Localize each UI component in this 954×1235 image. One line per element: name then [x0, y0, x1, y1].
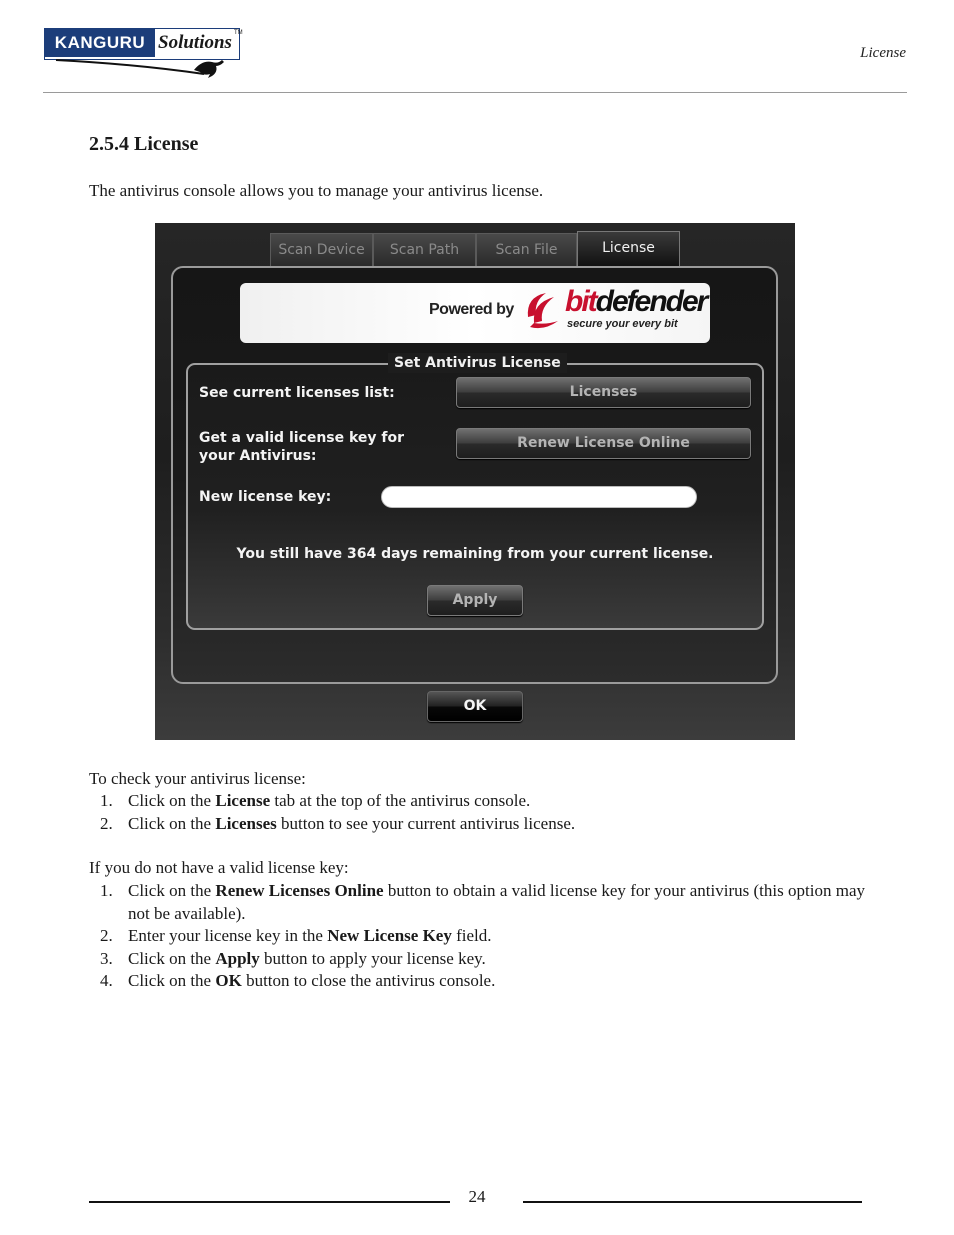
- step-text: Click on the: [128, 881, 216, 900]
- get-key-label-line2: your Antivirus:: [199, 448, 317, 464]
- step-bold: License: [215, 791, 271, 810]
- logo-brand-text: KANGURU: [45, 29, 155, 57]
- tab-license[interactable]: License: [577, 231, 680, 266]
- step-text: Click on the: [128, 813, 216, 833]
- tab-scan-device[interactable]: Scan Device: [270, 233, 373, 266]
- step-text: Click on the: [128, 791, 216, 810]
- powered-by-label: Powered by: [429, 301, 514, 318]
- new-key-label: New license key:: [199, 489, 332, 505]
- bitdefender-wordmark: [565, 285, 706, 319]
- bitdefender-swirl-icon: [522, 287, 566, 333]
- tab-scan-file[interactable]: Scan File: [476, 233, 577, 266]
- section-tag: License: [860, 45, 906, 61]
- get-key-label: [199, 429, 404, 465]
- step-text: field.: [451, 926, 492, 945]
- group-title: Set Antivirus License: [388, 353, 567, 373]
- invalid-steps-list: [89, 880, 865, 993]
- list-item: [89, 790, 865, 813]
- step-number: 1.: [100, 881, 113, 900]
- licenses-button[interactable]: Licenses: [456, 377, 751, 408]
- step-bold: OK: [215, 971, 242, 990]
- list-item: [89, 970, 865, 993]
- page-number: 24: [468, 1187, 486, 1206]
- step-bold: Licenses: [215, 813, 277, 833]
- step-text: button to obtain a valid license key for your antivirus (this option may not be available).: [128, 881, 865, 923]
- step-text: button to see your current antivirus license.: [276, 813, 576, 833]
- step-text: button to close the antivirus console.: [241, 971, 496, 990]
- step-number: 1.: [100, 791, 113, 810]
- step-bold: Apply: [215, 948, 260, 968]
- step-text: Click on the: [128, 971, 216, 990]
- step-number: 3.: [100, 948, 113, 968]
- brand-defender: defender: [595, 285, 707, 318]
- section-heading: 2.5.4 License: [89, 133, 199, 155]
- logo-trademark: TM: [234, 30, 243, 36]
- kangaroo-swoosh-icon: [54, 56, 234, 80]
- bitdefender-banner: [240, 283, 710, 343]
- step-text: Enter your license key in the: [128, 926, 328, 945]
- bitdefender-tagline: secure your every bit: [567, 318, 678, 330]
- current-licenses-label: See current licenses list:: [199, 385, 395, 401]
- step-number: 2.: [100, 926, 113, 945]
- step-bold: Renew Licenses Online: [215, 881, 384, 900]
- invalid-intro: If you do not have a valid license key:: [89, 858, 349, 877]
- renew-license-online-button[interactable]: Renew License Online: [456, 428, 751, 459]
- intro-paragraph: The antivirus console allows you to manage your antivirus license.: [89, 181, 544, 200]
- new-license-key-field[interactable]: [381, 486, 697, 508]
- header-divider: [43, 92, 907, 93]
- logo-script-text: Solutions: [158, 32, 232, 53]
- kanguru-logo: [44, 28, 244, 84]
- antivirus-console-screenshot: [155, 223, 795, 740]
- ok-button[interactable]: OK: [427, 691, 523, 722]
- step-number: 2.: [100, 813, 113, 833]
- apply-button[interactable]: Apply: [427, 585, 523, 616]
- list-item: [89, 880, 865, 925]
- step-text: button to apply your license key.: [259, 948, 486, 968]
- check-intro: To check your antivirus license:: [89, 769, 306, 788]
- tab-scan-path[interactable]: Scan Path: [373, 233, 476, 266]
- list-item: [89, 948, 865, 971]
- step-bold: New License Key: [327, 926, 452, 945]
- step-number: 4.: [100, 971, 113, 990]
- list-item: [89, 813, 865, 836]
- remaining-days-text: You still have 364 days remaining from your current license.: [236, 546, 714, 562]
- list-item: [89, 925, 865, 948]
- check-steps-list: [89, 790, 865, 835]
- get-key-label-line1: Get a valid license key for: [199, 430, 405, 446]
- step-text: Click on the: [128, 948, 216, 968]
- brand-bit: bit: [565, 285, 596, 318]
- step-text: tab at the top of the antivirus console.: [270, 791, 531, 810]
